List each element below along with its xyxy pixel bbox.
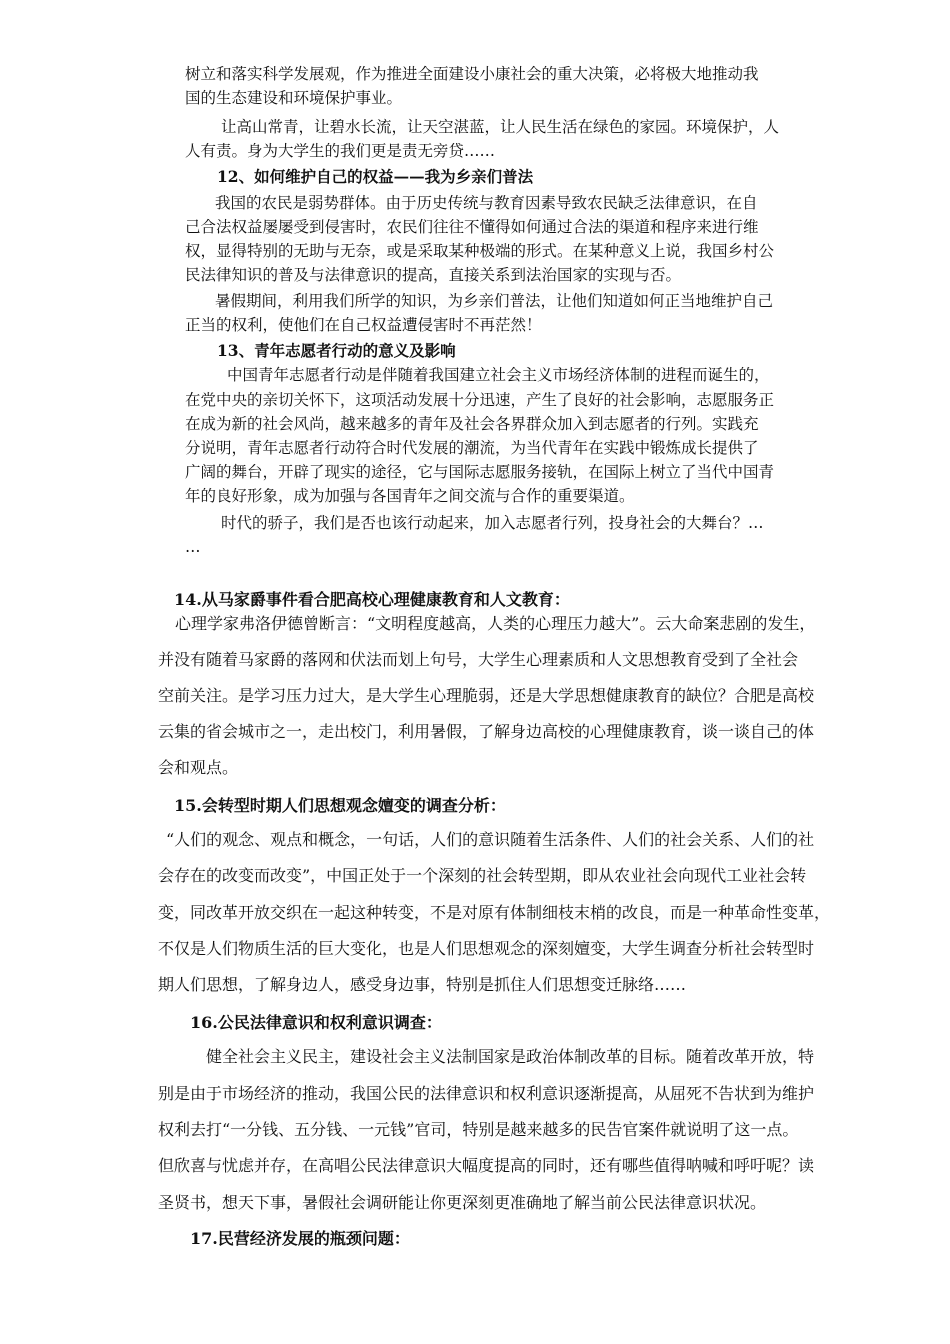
section-heading: 16.公民法律意识和权利意识调查： <box>190 1013 442 1032</box>
text-line: 变，同改革开放交织在一起这种转变，不是对原有体制细枝末梢的改良，而是一种革命性变革， <box>158 903 831 922</box>
text-line: 让高山常青，让碧水长流，让天空湛蓝，让人民生活在绿色的家园。环境保护，人 <box>221 118 780 136</box>
text-line: 不仅是人们物质生活的巨大变化，也是人们思想观念的深刻嬗变，大学生调查分析社会转型时 <box>158 939 815 958</box>
text-line: 时代的骄子，我们是否也该行动起来，加入志愿者行列，投身社会的大舞台？… <box>221 514 764 532</box>
text-line: 民法律知识的普及与法律意识的提高，直接关系到法治国家的实现与否。 <box>185 266 682 284</box>
text-line: 并没有随着马家爵的落网和伏法而划上句号，大学生心理素质和人文思想教育受到了全社会 <box>158 650 799 669</box>
section-heading: 13、青年志愿者行动的意义及影响 <box>217 341 456 360</box>
text-line: 权利去打“一分钱、五分钱、一元钱”官司，特别是越来越多的民告官案件就说明了这一点。 <box>158 1120 799 1139</box>
text-line: 健全社会主义民主，建设社会主义法制国家是政治体制改革的目标。随着改革开放，特 <box>206 1047 815 1066</box>
section-heading: 17.民营经济发展的瓶颈问题： <box>190 1229 410 1248</box>
text-line: “人们的观念、观点和概念，一句话，人们的意识随着生活条件、人们的社会关系、人们的社 <box>166 830 815 849</box>
text-line: 我国的农民是弱势群体。由于历史传统与教育因素导致农民缺乏法律意识，在自 <box>215 194 758 212</box>
text-line: 国的生态建设和环境保护事业。 <box>185 89 403 107</box>
text-line: 正当的权利，使他们在自己权益遭侵害时不再茫然！ <box>185 316 542 334</box>
text-line: 心理学家弗洛伊德曾断言：“文明程度越高，人类的心理压力越大”。云大命案悲剧的发生， <box>175 614 816 633</box>
text-line: 圣贤书，想天下事，暑假社会调研能让你更深刻更准确地了解当前公民法律意识状况。 <box>158 1193 767 1212</box>
text-line: 广阔的舞台，开辟了现实的途径，它与国际志愿服务接轨，在国际上树立了当代中国青 <box>185 463 775 481</box>
text-line: 但欣喜与忧虑并存，在高唱公民法律意识大幅度提高的同时，还有哪些值得呐喊和呼吁呢？读 <box>158 1156 815 1175</box>
text-line: … <box>185 538 201 556</box>
text-line: 中国青年志愿者行动是伴随着我国建立社会主义市场经济体制的进程而诞生的， <box>227 366 770 384</box>
text-line: 权，显得特别的无助与无奈，或是采取某种极端的形式。在某种意义上说，我国乡村公 <box>185 242 775 260</box>
text-line: 人有责。身为大学生的我们更是责无旁贷…… <box>185 142 496 160</box>
text-line: 云集的省会城市之一，走出校门，利用暑假，了解身边高校的心理健康教育，谈一谈自己的体 <box>158 722 815 741</box>
text-line: 暑假期间，利用我们所学的知识，为乡亲们普法，让他们知道如何正当地维护自己 <box>215 292 774 310</box>
text-line: 分说明，青年志愿者行动符合时代发展的潮流，为当代青年在实践中锻炼成长提供了 <box>185 439 759 457</box>
text-line: 期人们思想，了解身边人，感受身边事，特别是抓住人们思想变迁脉络…… <box>158 975 687 994</box>
text-line: 年的良好形象，成为加强与各国青年之间交流与合作的重要渠道。 <box>185 487 635 505</box>
text-line: 己合法权益屡屡受到侵害时，农民们往往不懂得如何通过合法的渠道和程序来进行维 <box>185 218 759 236</box>
text-line: 会存在的改变而改变”，中国正处于一个深刻的社会转型期，即从农业社会向现代工业社会转 <box>158 866 807 885</box>
text-line: 在成为新的社会风尚，越来越多的青年及社会各界群众加入到志愿者的行列。实践充 <box>185 415 759 433</box>
section-heading: 15.会转型时期人们思想观念嬗变的调查分析： <box>174 796 506 815</box>
section-heading: 14.从马家爵事件看合肥高校心理健康教育和人文教育： <box>174 590 570 609</box>
text-line: 在党中央的亲切关怀下，这项活动发展十分迅速，产生了良好的社会影响，志愿服务正 <box>185 391 775 409</box>
text-line: 空前关注。是学习压力过大，是大学生心理脆弱，还是大学思想健康教育的缺位？合肥是高校 <box>158 686 815 705</box>
text-line: 别是由于市场经济的推动，我国公民的法律意识和权利意识逐渐提高，从屈死不告状到为维护 <box>158 1084 815 1103</box>
section-heading: 12、如何维护自己的权益——我为乡亲们普法 <box>217 167 534 186</box>
text-line: 会和观点。 <box>158 758 239 777</box>
text-line: 树立和落实科学发展观，作为推进全面建设小康社会的重大决策，必将极大地推动我 <box>185 65 759 83</box>
